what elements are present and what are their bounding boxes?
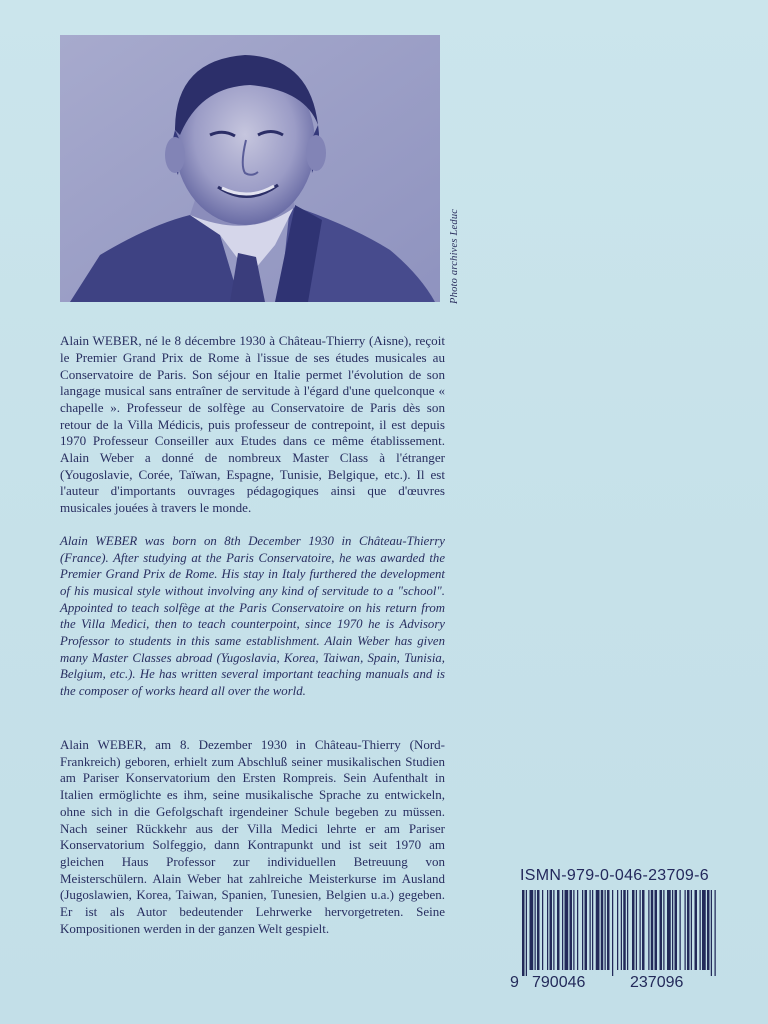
barcode-bar (570, 890, 573, 970)
barcode-bar (675, 890, 678, 970)
biography-french: Alain WEBER, né le 8 décembre 1930 à Château-Thierry (Aisne), reçoit le Premier Grand Prix de Rome à l'issue de ses études musicales au Conservatoire de Paris. Son séjour en Italie permet l'évolution de son langage musical sans entraîner de servitude à l'égard d'une quelconque « chapelle ». Professeur de solfège au Conservatoire de Paris dès son retour de la Villa Médicis, puis professeur de contrepoint, il est depuis 1970 Professeur Conseiller aux Etudes dans ce même établissement. Alain Weber a donné de nombreux Master Class à l'étranger (Yougoslavie, Corée, Taïwan, Espagne, Tunisie, Belgique, etc.). Il est l'auteur d'importants ouvrages pédagogiques ainsi que d'œuvres musicales jouées à travers le monde. (60, 333, 445, 516)
barcode-bar (577, 890, 578, 970)
author-photo (60, 35, 440, 302)
barcode-bar (537, 890, 540, 970)
barcode-bar (605, 890, 606, 970)
barcode-bar (691, 890, 692, 970)
barcode-bar (522, 890, 525, 976)
barcode-bar (648, 890, 649, 970)
barcode-bar (715, 890, 716, 976)
barcode-bar (660, 890, 663, 970)
barcode-bar (640, 890, 641, 970)
barcode-bar (667, 890, 671, 970)
barcode-bar (573, 890, 574, 970)
barcode-bar (550, 890, 553, 970)
barcode-bar (617, 890, 618, 970)
biography-german: Alain WEBER, am 8. Dezember 1930 in Château-Thierry (Nord-Frankreich) geboren, erhielt zum Abschluß seiner musikalischen Studien am Pariser Konservatorium den Ersten Rompreis. Sein Aufenthalt in Italien ermöglichte es ihm, seine musikalische Sprache zu entwickeln, ohne sich in die Gefolgschaft irgendeiner Schule begeben zu müssen. Nach seiner Rückkehr aus der Villa Medici lehrte er am Pariser Konservatorium Solfeggio, dann Kontrapunkt und ist seit 1970 am gleichen Haus Professor zur individuellen Betreuung von Meisterschülern. Alain Weber hat zahlreiche Meisterkurse im Ausland (Jugoslawien, Korea, Taiwan, Spanien, Tunesien, Belgien u.a.) gegeben. Er ist als Autor bedeutender Lehrwerke hervorgetreten. Seine Kompositionen werden in der ganzen Welt gespielt. (60, 737, 445, 936)
ismn-number: ISMN-979-0-046-23709-6 (520, 867, 709, 884)
barcode-bar (530, 890, 534, 970)
barcode-digits-left: 790046 (532, 974, 586, 990)
barcode-bar (687, 890, 690, 970)
barcode-bar (612, 890, 613, 976)
barcode-bar (627, 890, 628, 970)
barcode-bar (542, 890, 543, 970)
photo-credit-text: Photo archives Leduc (449, 208, 460, 304)
barcode-bar (565, 890, 569, 970)
barcode-bar (707, 890, 710, 970)
barcode-bar (596, 890, 600, 970)
biography-english: Alain WEBER was born on 8th December 1930 in Château-Thierry (France). After studying at the Paris Conservatoire, he was awarded the Premier Grand Prix de Rome. His stay in Italy furthered the development of his musical style without involving any kind of servitude to a "school". Appointed to teach solfège at the Paris Conservatoire on his return from the Villa Medici, then to teach counterpoint, since 1970 he is Advisory Professor to students in this same establishment. Alain Weber has given many Master Classes abroad (Yugoslavia, Korea, Taiwan, Spain, Tunisia, Belgium, etc.). He has written several important teaching manuals and is the composer of works heard all over the world. (60, 533, 445, 699)
barcode-bar (621, 890, 622, 970)
barcode-bar (651, 890, 654, 970)
barcode-bar (695, 890, 698, 970)
barcode-bar (655, 890, 658, 970)
barcode-bar (702, 890, 706, 970)
barcode-bar (680, 890, 681, 970)
barcode-bar (553, 890, 554, 970)
barcode-digits-right: 237096 (630, 974, 684, 990)
barcode-bar (685, 890, 686, 970)
barcode-bar (562, 890, 563, 970)
barcode (510, 890, 718, 990)
barcode-bar (535, 890, 536, 970)
barcode-bar (642, 890, 645, 970)
barcode-bar (700, 890, 701, 970)
barcode-bar (672, 890, 673, 970)
barcode-bar (623, 890, 626, 970)
barcode-bar (526, 890, 527, 976)
barcode-bar (636, 890, 637, 970)
barcode-bar (582, 890, 583, 970)
barcode-bar (590, 890, 591, 970)
barcode-bar (607, 890, 610, 970)
barcode-bar (585, 890, 588, 970)
barcode-digit-first: 9 (510, 974, 519, 990)
barcode-bar (711, 890, 712, 976)
barcode-bar (663, 890, 664, 970)
barcode-bar (632, 890, 635, 970)
barcode-bar (601, 890, 604, 970)
barcode-bar (547, 890, 548, 970)
barcode-bar (557, 890, 560, 970)
photo-credit (449, 190, 463, 304)
barcode-bar (592, 890, 593, 970)
